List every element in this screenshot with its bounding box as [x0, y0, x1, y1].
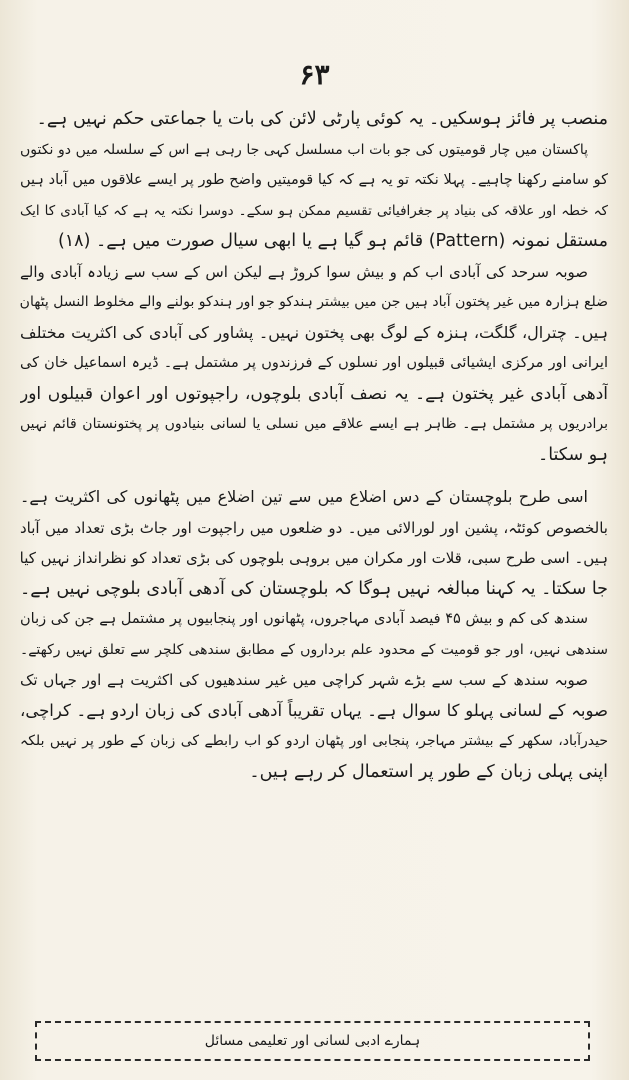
text-line: اسی طرح بلوچستان کے دس اضلاع میں سے تین اضلاع میں پٹھانوں کی اکثریت ہے۔ [20, 487, 588, 506]
text-line: اپنی پہلی زبان کے طور پر استعمال کر رہے ہیں۔ [249, 761, 608, 782]
text-line: صوبہ سرحد کی آبادی اب کم و بیش سوا کروڑ ہے لیکن اس کے سب سے زیادہ آبادی والے [20, 262, 588, 281]
text-line: ہیں۔ اسی طرح سبی، قلات اور مکران میں بروہی بلوچوں کی بڑی تعداد کو نظرانداز نہیں کیا [20, 549, 608, 567]
text-line: ایرانی اور مرکزی ایشیائی قبیلوں اور نسلوں کے فرزندوں پر مشتمل ہے۔ ڈیرہ اسماعیل خان کی [20, 355, 608, 371]
text-line: ضلع ہزارہ میں غیر پختون آباد ہیں جن میں بیشتر ہندکو جو اور ہندکو بولنے والے مخلوط النسل پٹھان [20, 294, 608, 310]
paragraph [20, 604, 608, 787]
paragraph [20, 482, 608, 604]
text-line: آدھی آبادی غیر پختون ہے۔ یہ نصف آبادی بلوچوں، راجپوتوں اور اعوان قبیلوں اور [20, 383, 608, 404]
text-line: سندھی نہیں، اور جو قومیت کے محدود علم برداروں کے مطابق سندھی کلچر سے تعلق نہیں رکھتے۔ [20, 641, 608, 658]
body-text [20, 104, 608, 787]
text-line: صوبہ سندھ کے سب سے بڑے شہر کراچی میں غیر سندھیوں کی اکثریت ہے اور جہاں تک [20, 671, 588, 689]
text-line: کہ خطہ اور علاقہ کی بنیاد پر جغرافیائی تقسیم ممکن ہو سکے۔ دوسرا نکتہ یہ ہے کہ کیا آبادی کا ایک [20, 202, 608, 219]
text-line: سندھ کی کم و بیش ۴۵ فیصد آبادی مہاجروں، پٹھانوں اور پنجابیوں پر مشتمل ہے جن کی زبان [20, 611, 589, 627]
footer-title: ہمارے ادبی لسانی اور تعلیمی مسائل [204, 1033, 421, 1049]
text-line: ہو سکتا۔ [537, 444, 608, 465]
text-line: حیدرآباد، سکھر کے بیشتر مہاجر، پنجابی اور پٹھان اردو کو اب رابطے کی زبان کے طور پر نہیں بلکہ [20, 733, 608, 749]
text-line: کو سامنے رکھنا چاہیے۔ پہلا نکتہ تو یہ ہے کہ کیا قومیتیں واضح طور پر ایسے علاقوں میں آباد ہیں [20, 172, 608, 188]
text-line: منصب پر فائز ہوسکیں۔ یہ کوئی پارٹی لائن کی بات یا جماعتی حکم نہیں ہے۔ [36, 109, 608, 129]
text-line: برادریوں پر مشتمل ہے۔ ظاہر ہے ایسے علاقے میں نسلی یا لسانی بنیادوں پر پختونستان قائم نہیں [20, 416, 608, 432]
running-footer [35, 1021, 590, 1061]
text-line: صوبہ کے لسانی پہلو کا سوال ہے۔ یہاں تقریباً آدھی آبادی کی زبان اردو ہے۔ کراچی، [20, 700, 608, 720]
text-line: ہیں۔ چترال، گلگت، ہنزہ کے لوگ بھی پختون نہیں۔ پشاور کی آبادی کی اکثریت مختلف [20, 322, 608, 342]
paragraph [20, 257, 608, 471]
paragraph [20, 135, 608, 257]
text-line: مستقل نمونہ (Pattern) قائم ہو گیا ہے یا ابھی سیال صورت میں ہے۔ (۱۸) [57, 231, 608, 251]
text-line: بالخصوص کوئٹہ، پشین اور لورالائی میں۔ دو ضلعوں میں راجپوت اور جاٹ بڑی تعداد میں آباد [20, 518, 608, 537]
paragraph [20, 104, 608, 135]
text-line: پاکستان میں چار قومیتوں کی جو بات اب مسلسل کہی جا رہی ہے اس کے سلسلہ میں دو نکتوں [20, 141, 588, 158]
page-number: ۶۳ [299, 58, 330, 91]
text-line: جا سکتا۔ یہ کہنا مبالغہ نہیں ہوگا کہ بلوچستان کی آدھی آبادی بلوچی نہیں ہے۔ [20, 578, 608, 599]
